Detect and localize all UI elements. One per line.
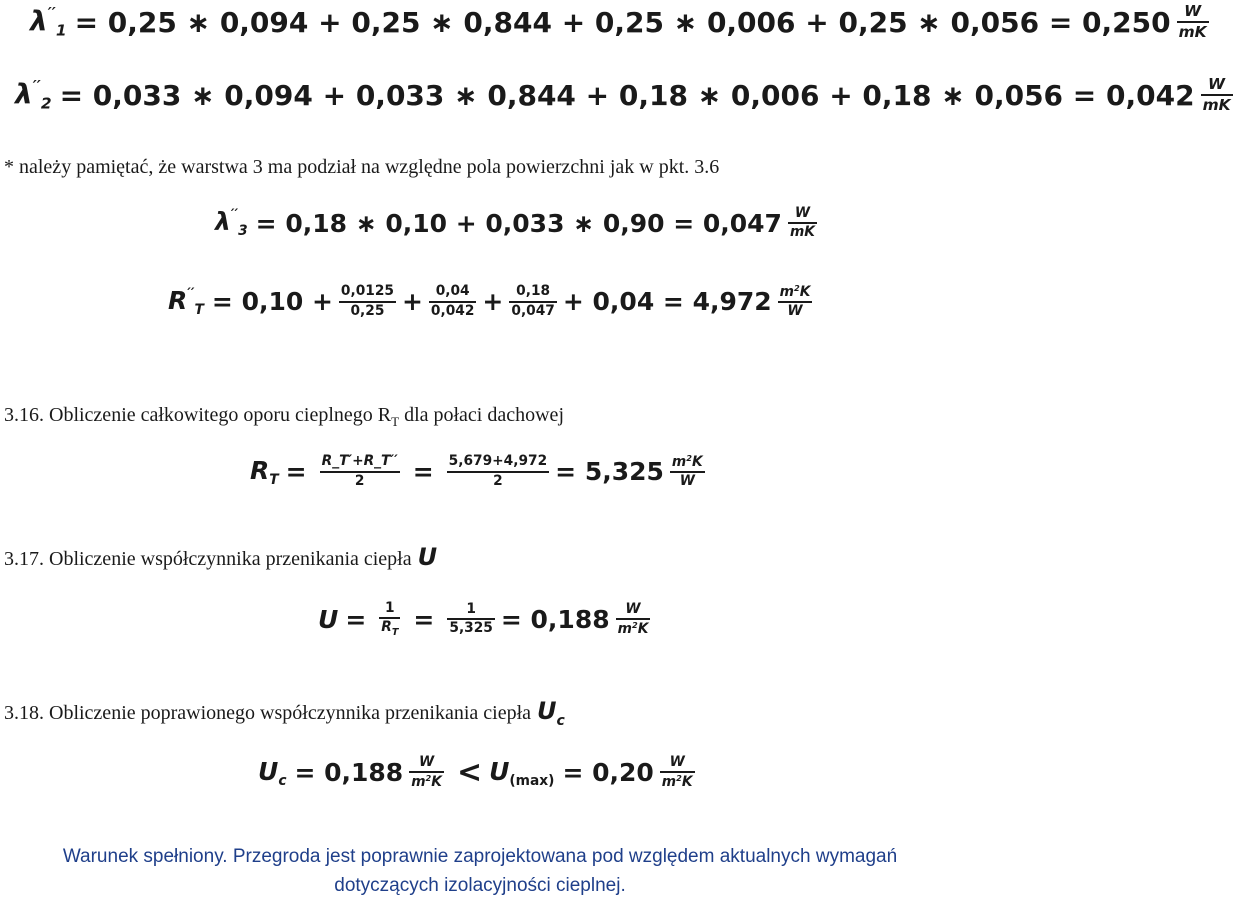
rt-equals-1: = [285,457,307,487]
uc-lead: = 0,188 [294,758,404,788]
lambda1-expression: = 0,25 ∗ 0,094 + 0,25 ∗ 0,844 + 0,25 ∗ 0,006 + 0,25 ∗ 0,056 = 0,250 [74,5,1171,39]
lambda2-expression: = 0,033 ∗ 0,094 + 0,033 ∗ 0,844 + 0,18 ∗ 0,006 + 0,18 ∗ 0,056 = 0,042 [59,78,1195,112]
rt2-fraction-3: $\frac{0,18}{0,047}$ [511,283,555,319]
equation-uc-check [258,754,701,791]
rt2-fraction-1: $\frac{0,0125}{0,25}$ [340,283,394,319]
section-3-16-heading: 3.16. Obliczenie całkowitego oporu cieplnego $R_T$ dla połaci dachowej [4,404,564,429]
conclusion-line-2: dotyczących izolacyjności cieplnej. [334,875,626,896]
section-3-18-heading: 3.18. Obliczenie poprawionego współczynnika przenikania ciepła $U_c$ [4,697,565,729]
equation-rt-double-prime [168,283,818,320]
section-3-18-symbol: $U_c$ [537,697,565,729]
equation-lambda3 [215,205,823,241]
rt2-unit: $\frac{m^2K}{W}$ [779,283,811,320]
umax-unit: $\frac{W}{m^2K}$ [661,754,693,791]
conclusion-line-1: Warunek spełniony. Przegroda jest poprawnie zaprojektowana pod względem aktualnych wymagań [62,846,898,867]
rt-unit: $\frac{m^2K}{W}$ [671,453,703,490]
equation-rt-total [250,453,711,490]
u-tail: = 0,188 [500,604,610,634]
uc-symbol: $U_c$ [258,756,287,789]
lambda1-unit: $\frac{W}{mK}$ [1178,2,1207,42]
rt2-fraction-2: $\frac{0,04}{0,042}$ [430,283,475,319]
rt2-tail: + 0,04 = 4,972 [562,287,772,317]
rt-fraction-1: $\frac{R\_T'+R\_T''}{2}$ [321,453,398,489]
u-unit: $\frac{W}{m^2K}$ [617,600,649,637]
rt-tail: = 5,325 [555,457,664,487]
equation-u [318,600,656,639]
lambda3-symbol: $\lambda''_3$ [215,207,248,240]
less-than-sign: < [456,755,483,791]
umax-tail: = 0,20 [562,758,654,788]
uc-unit: $\frac{W}{m^2K}$ [411,754,442,791]
u-symbol: U [318,604,339,634]
lambda3-expression: = 0,18 ∗ 0,10 + 0,033 ∗ 0,90 = 0,047 [255,208,782,238]
u-fraction-1: $\frac{1}{R_T}$ [381,600,399,638]
rt2-lead: = 0,10 + [211,287,333,317]
rt2-symbol: $R''_T$ [168,285,204,318]
rt-symbol: $R_T$ [250,455,279,488]
section-3-17-symbol: U [417,543,438,571]
layer-note: * należy pamiętać, że warstwa 3 ma podział na względne pola powierzchni jak w pkt. 3.6 [4,156,720,178]
lambda3-unit: $\frac{W}{mK}$ [789,205,815,241]
lambda1-symbol: $\lambda''_1$ [30,4,67,41]
rt2-plus-1: + [401,287,423,317]
rt2-plus-2: + [482,287,504,317]
u-fraction-2: $\frac{1}{5,325}$ [449,601,493,637]
rt-fraction-2: $\frac{5,679+4,972}{2}$ [448,453,548,489]
equation-lambda2 [15,75,1239,116]
rt-equals-2: = [412,457,434,487]
lambda2-unit: $\frac{W}{mK}$ [1202,75,1231,115]
u-equals-1: = [345,604,367,634]
umax-symbol: $U_{(max)}$ [489,756,555,789]
equation-lambda1 [30,2,1215,43]
lambda2-symbol: $\lambda''_2$ [15,77,52,114]
section-3-17-heading: 3.17. Obliczenie współczynnika przenikania ciepła U [4,543,438,571]
u-equals-2: = [413,604,435,634]
